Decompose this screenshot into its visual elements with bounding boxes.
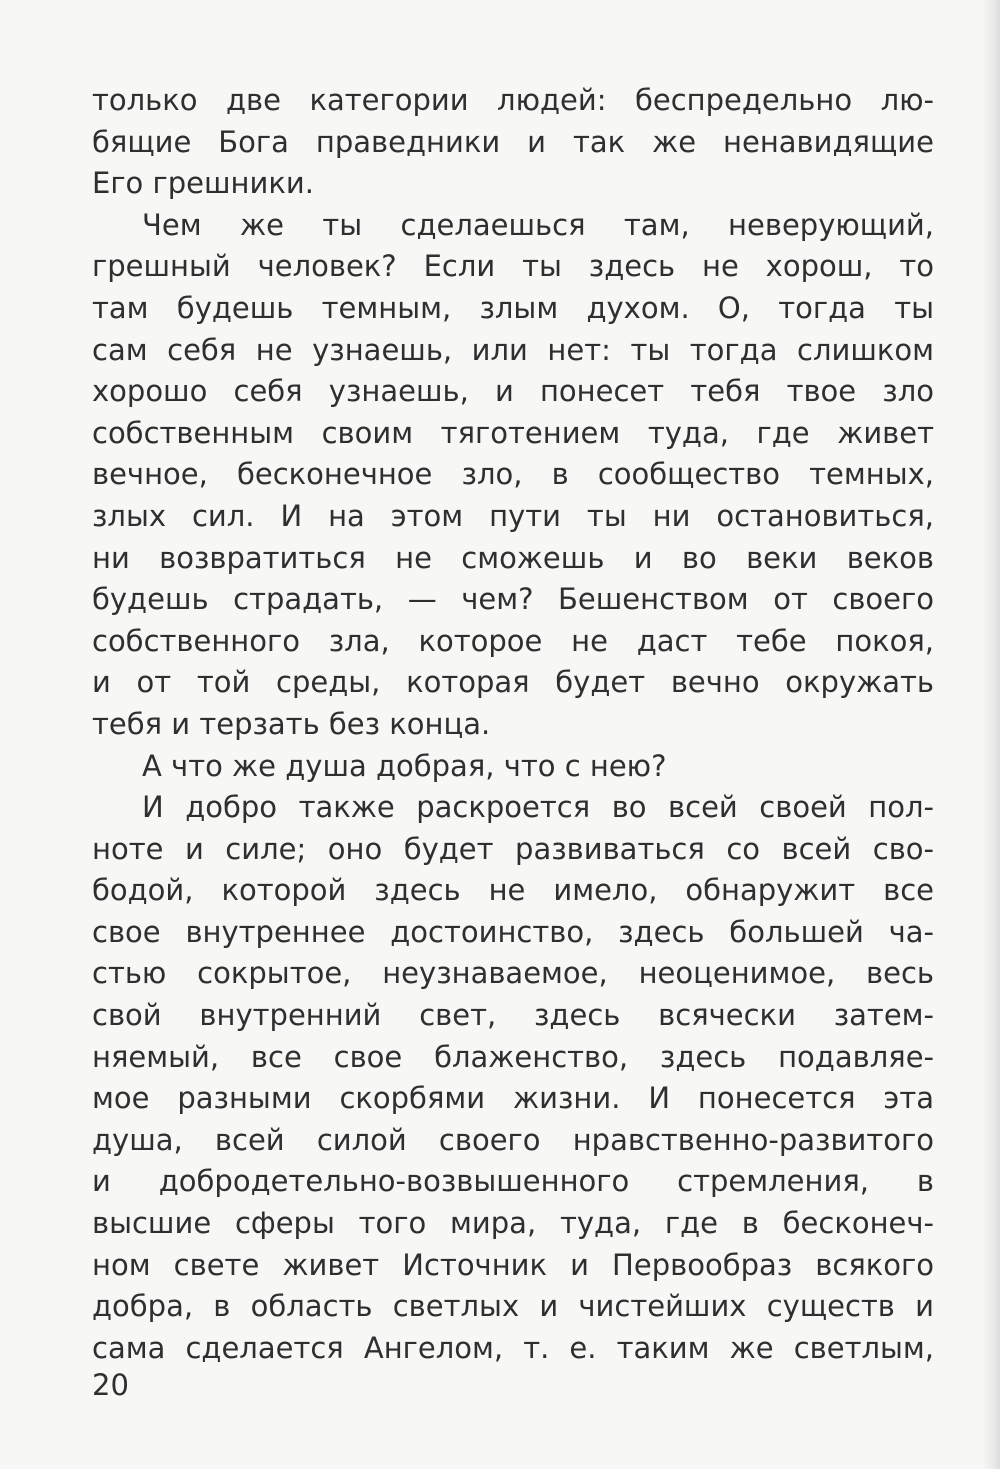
page-text (92, 80, 934, 1369)
text-line: будешь страдать, — чем? Бешенством от своего (92, 582, 934, 617)
text-line: сам себя не узнаешь, или нет: ты тогда слишком (92, 332, 934, 367)
text-line: свой внутренний свет, здесь всячески затем- (92, 998, 934, 1033)
text-line: злых сил. И на этом пути ты ни остановиться, (92, 498, 934, 533)
text-line: няемый, все свое блаженство, здесь подавляе- (92, 1039, 934, 1074)
text-line: вечное, бесконечное зло, в сообщество темных, (92, 457, 934, 492)
text-line: ном свете живет Источник и Первообраз всякого (92, 1247, 934, 1282)
text-line: хорошо себя узнаешь, и понесет тебя твое зло (92, 374, 934, 409)
text-line: мое разными скорбями жизни. И понесется эта (92, 1081, 934, 1116)
text-line: бящие Бога праведники и так же ненавидящие (92, 124, 934, 159)
text-line: добра, в область светлых и чистейших существ и (92, 1289, 934, 1324)
text-line: сама сделается Ангелом, т. е. таким же светлым, (92, 1330, 934, 1365)
text-line: высшие сферы того мира, туда, где в бесконеч- (92, 1206, 934, 1241)
text-line: свое внутреннее достоинство, здесь большей ча- (92, 914, 934, 949)
text-line: только две категории людей: беспредельно лю- (92, 83, 934, 117)
text-line: А что же душа добрая, что с нею? (142, 748, 667, 783)
text-line: душа, всей силой своего нравственно-развитого (92, 1122, 934, 1157)
text-line: И добро также раскроется во всей своей пол- (142, 790, 934, 825)
text-line: собственного зла, которое не даст тебе покоя, (92, 623, 934, 658)
text-line: тебя и терзать без конца. (92, 706, 491, 741)
text-line: грешный человек? Если ты здесь не хорош, то (92, 249, 934, 284)
text-line: и от той среды, которая будет вечно окружать (92, 665, 934, 700)
text-line: и добродетельно-возвышенного стремления, в (92, 1164, 934, 1199)
text-line: собственным своим тяготением туда, где живет (92, 415, 934, 450)
text-line: стью сокрытое, неузнаваемое, неоценимое, весь (92, 956, 934, 991)
text-line: ноте и силе; оно будет развиваться со всей сво- (92, 831, 934, 866)
page-number: 20 (92, 1368, 129, 1402)
text-line: бодой, которой здесь не имело, обнаружит все (92, 873, 934, 908)
text-line: ни возвратиться не сможешь и во веки веков (92, 540, 934, 575)
text-line: Чем же ты сделаешься там, неверующий, (142, 207, 934, 242)
page-edge-shadow (982, 0, 1000, 1469)
text-line: там будешь темным, злым духом. О, тогда ты (92, 290, 934, 325)
text-line: Его грешники. (92, 166, 314, 201)
